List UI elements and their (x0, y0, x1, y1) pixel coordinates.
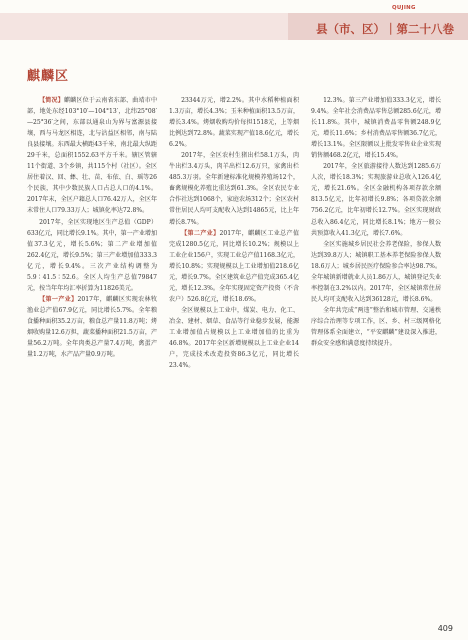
paragraph-text: 2017年，全区实现地区生产总值（GDP）633亿元，同比增长9.1%。其中，第一产业增加值37.3亿元，增长5.6%；第二产业增加值262.4亿元，增长9.5%；第三产业增加值333.3亿元，增长9.4%。三次产业结构调整为5.9∶41.5∶52.6。全区人均生产总值79847元，按当年年均汇率折算为11826美元。 (27, 218, 157, 292)
paragraph (311, 239, 441, 305)
paragraph (169, 95, 299, 150)
paragraph (311, 95, 441, 161)
paragraph-lead: 【第二产业】 (181, 229, 220, 237)
paragraph-text: 全区规模以上工业中，煤炭、电力、化工、冶金、建材、烟草、食品等行业稳步发展，能源工业增加值占规模以上工业增加值的比重为46.8%。2017年全区新增规模以上工业企业14户，完成技术改造投资86.3亿元，同比增长23.4%。 (169, 306, 299, 370)
running-title: 县（市、区）｜第二十八卷 (316, 22, 454, 36)
yearbook-logo (392, 3, 452, 13)
yearbook-logo-text: QUJING (392, 5, 416, 11)
paragraph-lead: 【简况】 (39, 97, 64, 104)
paragraph-text: 23344万元，增2.2%。其中水稻种植面积1.3万亩，增长4.3%；玉米种植面积13.5万亩，增长3.4%。烤烟收购均价每担1518元，上等烟比例达到72.8%。蔬菜实现产值18.6亿元，增长6.2%。 (169, 97, 299, 149)
page-number: 409 (437, 624, 453, 633)
paragraph (169, 228, 299, 305)
paragraph-text: 2017年，麒麟区实现农林牧渔业总产值67.9亿元，同比增长5.7%。全年粮食播种面积35.2万亩，粮食总产量11.8万吨；烤烟收购量12.6万担，蔬菜播种面积21.5万亩，产量56.2万吨。全年肉类总产量7.4万吨，禽蛋产量1.2万吨，水产品产量0.9万吨。 (27, 295, 157, 359)
text-column-2 (169, 95, 299, 620)
paragraph (311, 161, 441, 238)
paragraph-text: 2017年，全区农村生猪出栏58.1万头，肉牛出栏3.4万头，肉羊出栏12.6万只，家禽出栏485.3万羽。全年新建标准化规模养殖场12个，畜禽规模化养殖比重达到61.3%。全区农民专业合作社达到1068个，家庭农场312个；全区农村常住居民人均可支配收入达到14865元，比上年增长8.7%。 (169, 152, 299, 226)
paragraph-text: 2017年，全区旅游接待人数达到1285.6万人次，增长18.3%；实现旅游业总收入126.4亿元，增长21.6%。全区金融机构各项存款余额813.5亿元，比年初增长9.8%；各项贷款余额756.2亿元，比年初增长12.7%。全区实现财政总收入86.4亿元，同比增长8.1%；地方一般公共预算收入41.3亿元，增长7.6%。 (311, 163, 441, 237)
paragraph-text: 2017年，麒麟区工业总产值完成1280.5亿元，同比增长10.2%；规模以上工业企业156户，实现工业总产值1168.3亿元，增长10.8%；实现规模以上工业增加值218.6亿元，增长9.7%。全区建筑业总产值完成365.4亿元，增长12.3%。全年实现固定资产投资（不含农户）526.8亿元，增长18.6%。 (169, 229, 299, 303)
paragraph (27, 95, 157, 217)
paragraph (169, 150, 299, 227)
paragraph (27, 217, 157, 294)
paragraph (311, 305, 441, 349)
paragraph-text: 全年共完成“两违”整治和城市管理、交通秩序综合治理等专项工作，区、乡、村三级网格化管理体系全面建立，“平安麒麟”建设深入推进，群众安全感和满意度持续提升。 (311, 306, 441, 348)
paragraph (27, 294, 157, 360)
text-column-3 (311, 95, 441, 620)
paragraph-text: 麒麟区位于云南省东部、曲靖市中部，地处东经103°10′—104°13′，北纬25°08′—25°36′之间，东部以通泉山为界与富源县接壤，西与马龙区相连，北与沾益区相邻，南与陆良县接壤。东西最大横距43千米，南北最大纵距29千米，总面积1552.63平方千米。辖区管辖11个街道、3个乡镇，共115个村（社区）。全区居住着汉、回、彝、壮、苗、布依、白、瑶等26个民族，其中少数民族人口占总人口的4.1%。2017年末，全区户籍总人口76.42万人，全区年末常住人口79.33万人；城镇化率达72.8%。 (27, 97, 157, 215)
header-band-left (0, 13, 290, 40)
paragraph-lead: 【第一产业】 (39, 295, 78, 303)
paragraph-text: 12.3%。第三产业增加值333.3亿元，增长9.4%。全年社会消费品零售总额285.6亿元，增长11.8%。其中，城镇消费品零售额248.9亿元，增长11.6%；乡村消费品零售额36.7亿元，增长13.1%。全区限额以上批发零售业企业实现销售额468.2亿元，增长15.4%。 (311, 97, 441, 160)
paragraph (169, 305, 299, 371)
section-title: 麒麟区 (27, 69, 70, 84)
paragraph-text: 全区实施城乡居民社会养老保险，参保人数达到39.8万人；城镇职工基本养老保险参保人数18.6万人；城乡居民医疗保险参合率达98.7%。全年城镇新增就业人员1.86万人，城镇登记失业率控制在3.2%以内。2017年，全区城镇常住居民人均可支配收入达到36128元，增长8.6%。 (311, 240, 441, 303)
text-column-1 (27, 95, 157, 620)
